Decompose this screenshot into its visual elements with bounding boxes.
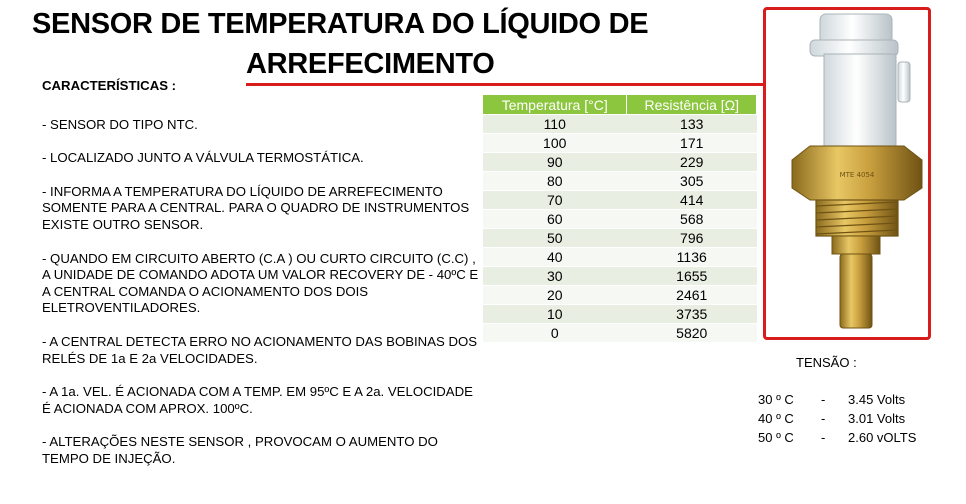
characteristic-item: - ALTERAÇÕES NESTE SENSOR , PROVOCAM O AUMENTO DO TEMPO DE INJEÇÃO. bbox=[42, 434, 438, 466]
temperature-cell: 0 bbox=[483, 324, 627, 343]
table-row bbox=[483, 191, 757, 210]
table-row bbox=[483, 172, 757, 191]
temperature-cell: 10 bbox=[483, 305, 627, 324]
temperature-cell: 110 bbox=[483, 115, 627, 134]
temperature-cell: 20 bbox=[483, 286, 627, 305]
temperature-cell: 80 bbox=[483, 172, 627, 191]
table-header-row bbox=[483, 95, 757, 115]
table-row bbox=[483, 286, 757, 305]
tensao-row bbox=[758, 409, 938, 428]
table-row bbox=[483, 153, 757, 172]
resistance-cell: 568 bbox=[627, 210, 757, 229]
tensao-title: TENSÃO : bbox=[796, 355, 857, 370]
resistance-cell: 414 bbox=[627, 191, 757, 210]
temperature-cell: 60 bbox=[483, 210, 627, 229]
tensao-temp: 40 º C bbox=[758, 411, 794, 426]
table-row bbox=[483, 267, 757, 286]
resistance-cell: 5820 bbox=[627, 324, 757, 343]
tensao-temp: 50 º C bbox=[758, 430, 794, 445]
temperature-resistance-table bbox=[482, 94, 757, 343]
tensao-sep: - bbox=[821, 392, 826, 407]
resistance-cell: 3735 bbox=[627, 305, 757, 324]
resistance-cell: 229 bbox=[627, 153, 757, 172]
table-row bbox=[483, 115, 757, 134]
resistance-cell: 796 bbox=[627, 229, 757, 248]
tensao-sep: - bbox=[821, 411, 826, 426]
table-row bbox=[483, 134, 757, 153]
table-row bbox=[483, 305, 757, 324]
characteristics-heading: CARACTERÍSTICAS : bbox=[42, 78, 177, 93]
tensao-value: 3.45 Volts bbox=[848, 392, 906, 407]
characteristic-item: - INFORMA A TEMPERATURA DO LÍQUIDO DE ARREFECIMENTO SOMENTE PARA A CENTRAL. PARA O QUADRO DE INSTRUMENTOS EXISTE OUTRO SENSOR. bbox=[42, 183, 470, 232]
temperature-cell: 90 bbox=[483, 153, 627, 172]
table-header-temperature: Temperatura [°C] bbox=[483, 95, 627, 115]
characteristics-section bbox=[42, 78, 482, 485]
tensao-temp: 30 º C bbox=[758, 392, 794, 407]
tensao-row bbox=[758, 390, 938, 409]
tensao-sep: - bbox=[821, 430, 826, 445]
resistance-cell: 1136 bbox=[627, 248, 757, 267]
tensao-value: 2.60 vOLTS bbox=[848, 430, 917, 445]
table-header-resistance: Resistência [Ω] bbox=[627, 95, 757, 115]
characteristic-item: - QUANDO EM CIRCUITO ABERTO (C.A ) OU CURTO CIRCUITO (C.C) , A UNIDADE DE COMANDO ADOTA UM VALOR RECOVERY DE - 40ºC E A CENTRAL COMANDA O ACIONAMENTO DOS DOIS ELETROVENTILADORES. bbox=[42, 250, 479, 316]
table-row bbox=[483, 210, 757, 229]
sensor-label: MTE 4054 bbox=[839, 171, 875, 179]
characteristic-item: - A CENTRAL DETECTA ERRO NO ACIONAMENTO DAS BOBINAS DOS RELÉS DE 1a E 2a VELOCIDADES. bbox=[42, 333, 478, 366]
temperature-cell: 70 bbox=[483, 191, 627, 210]
characteristic-item: - A 1a. VEL. É ACIONADA COM A TEMP. EM 95ºC E A 2a. VELOCIDADE É ACIONADA COM APROX. 100ºC. bbox=[42, 384, 473, 416]
page-title-line2: ARREFECIMENTO bbox=[246, 48, 495, 80]
characteristic-item: - SENSOR DO TIPO NTC. bbox=[42, 116, 198, 132]
temperature-cell: 100 bbox=[483, 134, 627, 153]
resistance-cell: 133 bbox=[627, 115, 757, 134]
tensao-row bbox=[758, 428, 938, 447]
tensao-list bbox=[758, 390, 938, 447]
tensao-value: 3.01 Volts bbox=[848, 411, 906, 426]
table-row bbox=[483, 248, 757, 267]
table-row bbox=[483, 324, 757, 343]
coolant-temperature-sensor-photo bbox=[766, 10, 928, 337]
resistance-cell: 2461 bbox=[627, 286, 757, 305]
characteristic-item: - LOCALIZADO JUNTO A VÁLVULA TERMOSTÁTICA. bbox=[42, 150, 364, 166]
temperature-cell: 40 bbox=[483, 248, 627, 267]
temperature-cell: 50 bbox=[483, 229, 627, 248]
resistance-cell: 305 bbox=[627, 172, 757, 191]
resistance-cell: 171 bbox=[627, 134, 757, 153]
resistance-cell: 1655 bbox=[627, 267, 757, 286]
table-row bbox=[483, 229, 757, 248]
temperature-cell: 30 bbox=[483, 267, 627, 286]
page-title-line1: SENSOR DE TEMPERATURA DO LÍQUIDO DE bbox=[32, 8, 649, 40]
